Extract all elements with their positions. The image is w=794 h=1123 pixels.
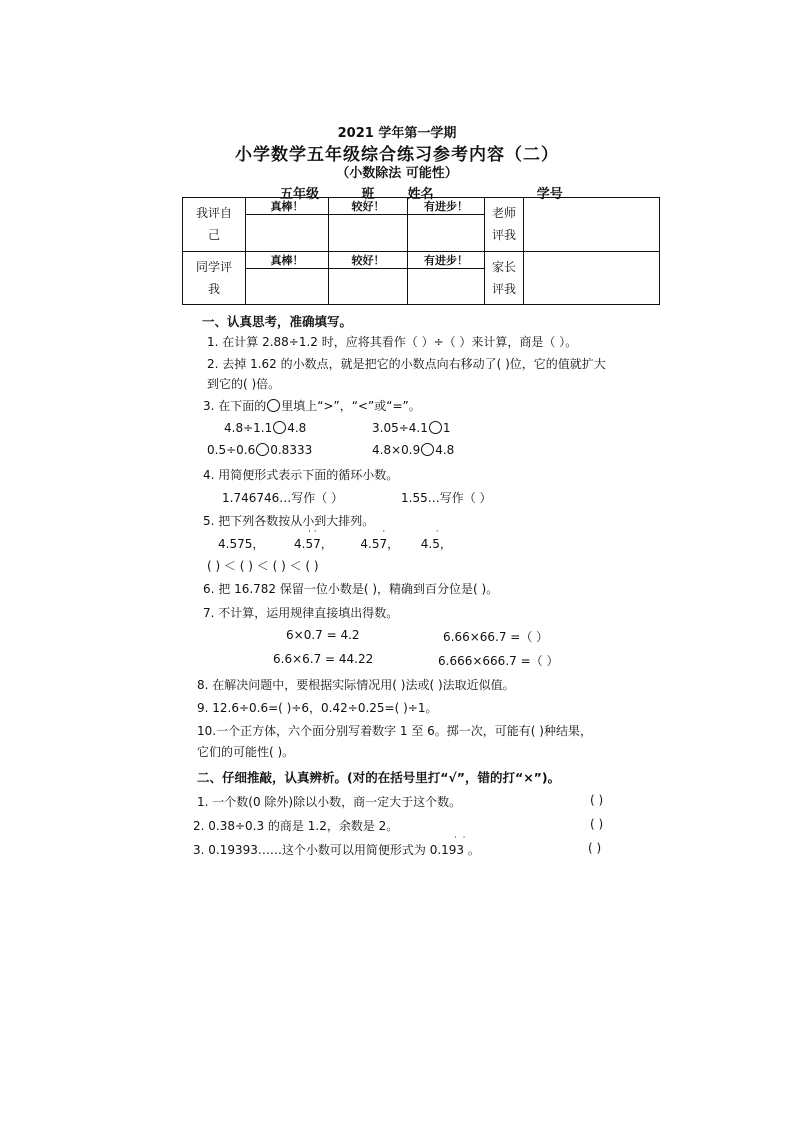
compare-circle[interactable]: [256, 443, 269, 456]
answer-paren[interactable]: ( ): [590, 793, 604, 807]
self-eval-label: 我评自己: [183, 198, 246, 252]
section1-heading: 一、认真思考，准确填写。: [202, 314, 353, 329]
question-4: 4. 用简便形式表示下面的循环小数。: [203, 468, 399, 482]
compare-circle[interactable]: [421, 443, 434, 456]
student-id-label: 学号: [536, 187, 563, 202]
circle-icon: [267, 399, 280, 412]
worksheet-title: 小学数学五年级综合练习参考内容（二）: [235, 145, 559, 165]
question-10-cont: 它们的可能性( )。: [197, 745, 295, 759]
question-4a: 1.746746…写作（ ）: [222, 491, 344, 505]
ordering-blanks[interactable]: ( ) ＜ ( ) ＜ ( ) ＜ ( ): [207, 559, 319, 573]
pattern-1b: 6.66×66.7 =（ ）: [443, 630, 549, 644]
number-2: · · 4.57，: [294, 527, 333, 551]
number-4: · 4.5，: [420, 527, 452, 551]
teacher-eval-label: 老师评我: [485, 198, 524, 252]
peer-great-box[interactable]: [246, 268, 329, 305]
self-progress-box[interactable]: [408, 215, 485, 252]
name-label: 姓名: [407, 187, 434, 202]
teacher-eval-box[interactable]: [524, 198, 660, 252]
pattern-2b: 6.666×666.7 =（ ）: [438, 654, 559, 668]
good-label: 较好！: [329, 198, 408, 215]
compare-item: 3.05÷4.1 1: [372, 421, 451, 435]
question-8: 8. 在解决问题中，要根据实际情况用( )法或( )法取近似值。: [197, 678, 515, 692]
pattern-2a: 6.6×6.7 = 44.22: [273, 652, 374, 666]
compare-item: 0.5÷0.6 0.8333: [207, 443, 313, 457]
great-label: 真棒！: [246, 198, 329, 215]
compare-circle[interactable]: [273, 421, 286, 434]
section2-heading: 二、仔细推敲，认真辨析。(对的在括号里打“√”，错的打“×”)。: [197, 770, 561, 785]
repeat-dots: · ·: [454, 833, 466, 843]
peer-eval-label: 同学评我: [183, 251, 246, 305]
question-10: 10.一个正方体，六个面分别写着数字 1 至 6。掷一次，可能有( )种结果，: [197, 724, 592, 738]
evaluation-table: [182, 197, 660, 305]
answer-paren[interactable]: ( ): [590, 817, 604, 831]
peer-progress-box[interactable]: [408, 268, 485, 305]
question-3: 3. 在下面的 里填上“>”，“<”或“=”。: [203, 399, 421, 413]
self-great-box[interactable]: [246, 215, 329, 252]
great-label: 真棒！: [246, 251, 329, 268]
parent-eval-box[interactable]: [524, 251, 660, 305]
pattern-1a: 6×0.7 = 4.2: [286, 628, 360, 642]
number-list: [218, 527, 452, 552]
question-6: 6. 把 16.782 保留一位小数是( )，精确到百分位是( )。: [203, 582, 499, 596]
peer-good-box[interactable]: [329, 268, 408, 305]
question-1: 1. 在计算 2.88÷1.2 时，应将其看作（ ）÷（ ）来计算，商是（ ）。: [207, 335, 578, 349]
question-2-cont: 到它的( )倍。: [207, 377, 281, 391]
self-good-box[interactable]: [329, 215, 408, 252]
judgement-3: 3. 0.19393……这个小数可以用简便形式为 0.193 。: [193, 843, 480, 857]
judgement-2: 2. 0.38÷0.3 的商是 1.2，余数是 2。: [193, 819, 399, 833]
class-label: 班: [361, 187, 375, 202]
progress-label: 有进步！: [408, 251, 485, 268]
compare-circle[interactable]: [429, 421, 442, 434]
term-title: 2021 学年第一学期: [337, 126, 457, 141]
compare-item: 4.8÷1.1 4.8: [224, 421, 307, 435]
progress-label: 有进步！: [408, 198, 485, 215]
question-4b: 1.55…写作（ ）: [401, 491, 492, 505]
question-7: 7. 不计算，运用规律直接填出得数。: [203, 606, 399, 620]
answer-paren[interactable]: ( ): [588, 841, 602, 855]
question-2: 2. 去掉 1.62 的小数点，就是把它的小数点向右移动了( )位，它的值就扩大: [207, 357, 606, 371]
worksheet-subtitle: （小数除法 可能性）: [336, 166, 458, 181]
judgement-1: 1. 一个数(0 除外)除以小数，商一定大于这个数。: [197, 795, 462, 809]
grade-label: 五年级: [280, 187, 320, 202]
parent-eval-label: 家长评我: [485, 251, 524, 305]
number-1: 4.575，: [218, 537, 265, 551]
question-5: 5. 把下列各数按从小到大排列。: [203, 514, 375, 528]
number-3: · 4.57，: [360, 527, 400, 551]
question-9: 9. 12.6÷0.6=( )÷6，0.42÷0.25=( )÷1。: [197, 701, 438, 715]
good-label: 较好！: [329, 251, 408, 268]
compare-item: 4.8×0.9 4.8: [372, 443, 455, 457]
